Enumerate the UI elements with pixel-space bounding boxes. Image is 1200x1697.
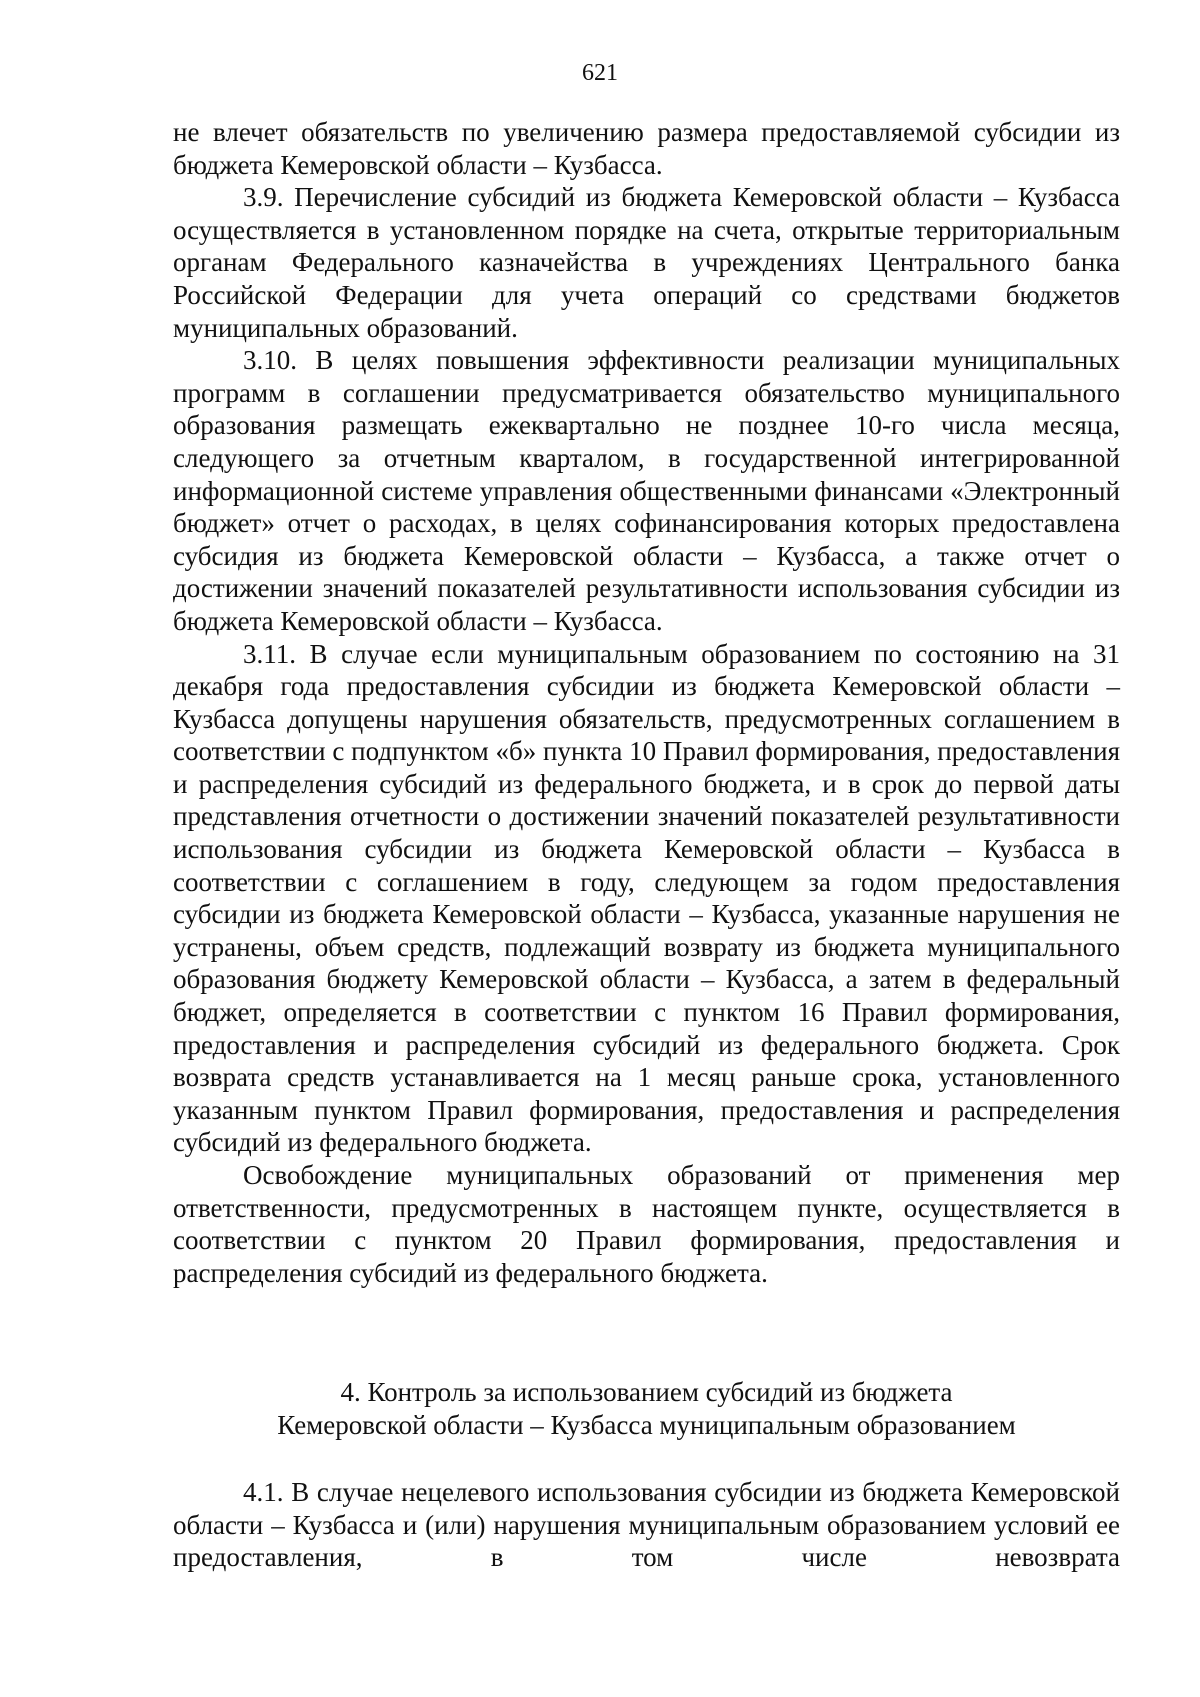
- paragraph-3-10: 3.10. В целях повышения эффективности реализации муниципальных программ в соглашении предусматривается обязательство муниципального образования размещать ежеквартально не позднее 10-го числа месяца, следующего за отчетным кварталом, в государственной интегрированной информационной системе управления общественными финансами «Электронный бюджет» отчет о расходах, в целях софинансирования которых предоставлена субсидия из бюджета Кемеровской области – Кузбасса, а также отчет о достижении значений показателей результативности использования субсидии из бюджета Кемеровской области – Кузбасса.: [173, 345, 1120, 636]
- tail-text: [173, 1476, 1120, 1574]
- paragraph-3-11: 3.11. В случае если муниципальным образованием по состоянию на 31 декабря года предоставления субсидии из бюджета Кемеровской области – Кузбасса допущены нарушения обязательств, предусмотренных соглашением в соответствии с подпунктом «б» пункта 10 Правил формирования, предоставления и распределения субсидий из федерального бюджета, и в срок до первой даты представления отчетности о достижении значений показателей результативности использования субсидии из бюджета Кемеровской области – Кузбасса в соответствии с соглашением в году, следующем за годом предоставления субсидии из бюджета Кемеровской области – Кузбасса, указанные нарушения не устранены, объем средств, подлежащий возврату из бюджета муниципального образования бюджету Кемеровской области – Кузбасса, а затем в федеральный бюджет, определяется в соответствии с пунктом 16 Правил формирования, предоставления и распределения субсидий из федерального бюджета. Срок возврата средств устанавливается на 1 месяц раньше срока, установленного указанным пунктом Правил формирования, предоставления и распределения субсидий из федерального бюджета.: [173, 638, 1120, 1158]
- body-text: [173, 116, 1120, 1289]
- section-heading-line-1: 4. Контроль за использованием субсидий из бюджета: [340, 1377, 953, 1407]
- paragraph-3-9: 3.9. Перечисление субсидий из бюджета Кемеровской области – Кузбасса осуществляется в установленном порядке на счета, открытые территориальным органам Федерального казначейства в учреждениях Центрального банка Российской Федерации для учета операций со средствами бюджетов муниципальных образований.: [173, 182, 1120, 343]
- section-heading: [173, 1376, 1120, 1441]
- paragraph-4-1: 4.1. В случае нецелевого использования субсидии из бюджета Кемеровской области – Кузбасса и (или) нарушения муниципальным образованием условий ее предоставления, в том числе невозврата: [173, 1477, 1120, 1573]
- section-heading-line-2: Кемеровской области – Кузбасса муниципальным образованием: [277, 1409, 1016, 1440]
- paragraph-exemption: Освобождение муниципальных образований от применения мер ответственности, предусмотренных в настоящем пункте, осуществляется в соответствии с пунктом 20 Правил формирования, предоставления и распределения субсидий из федерального бюджета.: [173, 1160, 1120, 1288]
- paragraph-continuation: не влечет обязательств по увеличению размера предоставляемой субсидии из бюджета Кемеровской области – Кузбасса.: [173, 117, 1120, 180]
- page-number: 621: [582, 60, 618, 86]
